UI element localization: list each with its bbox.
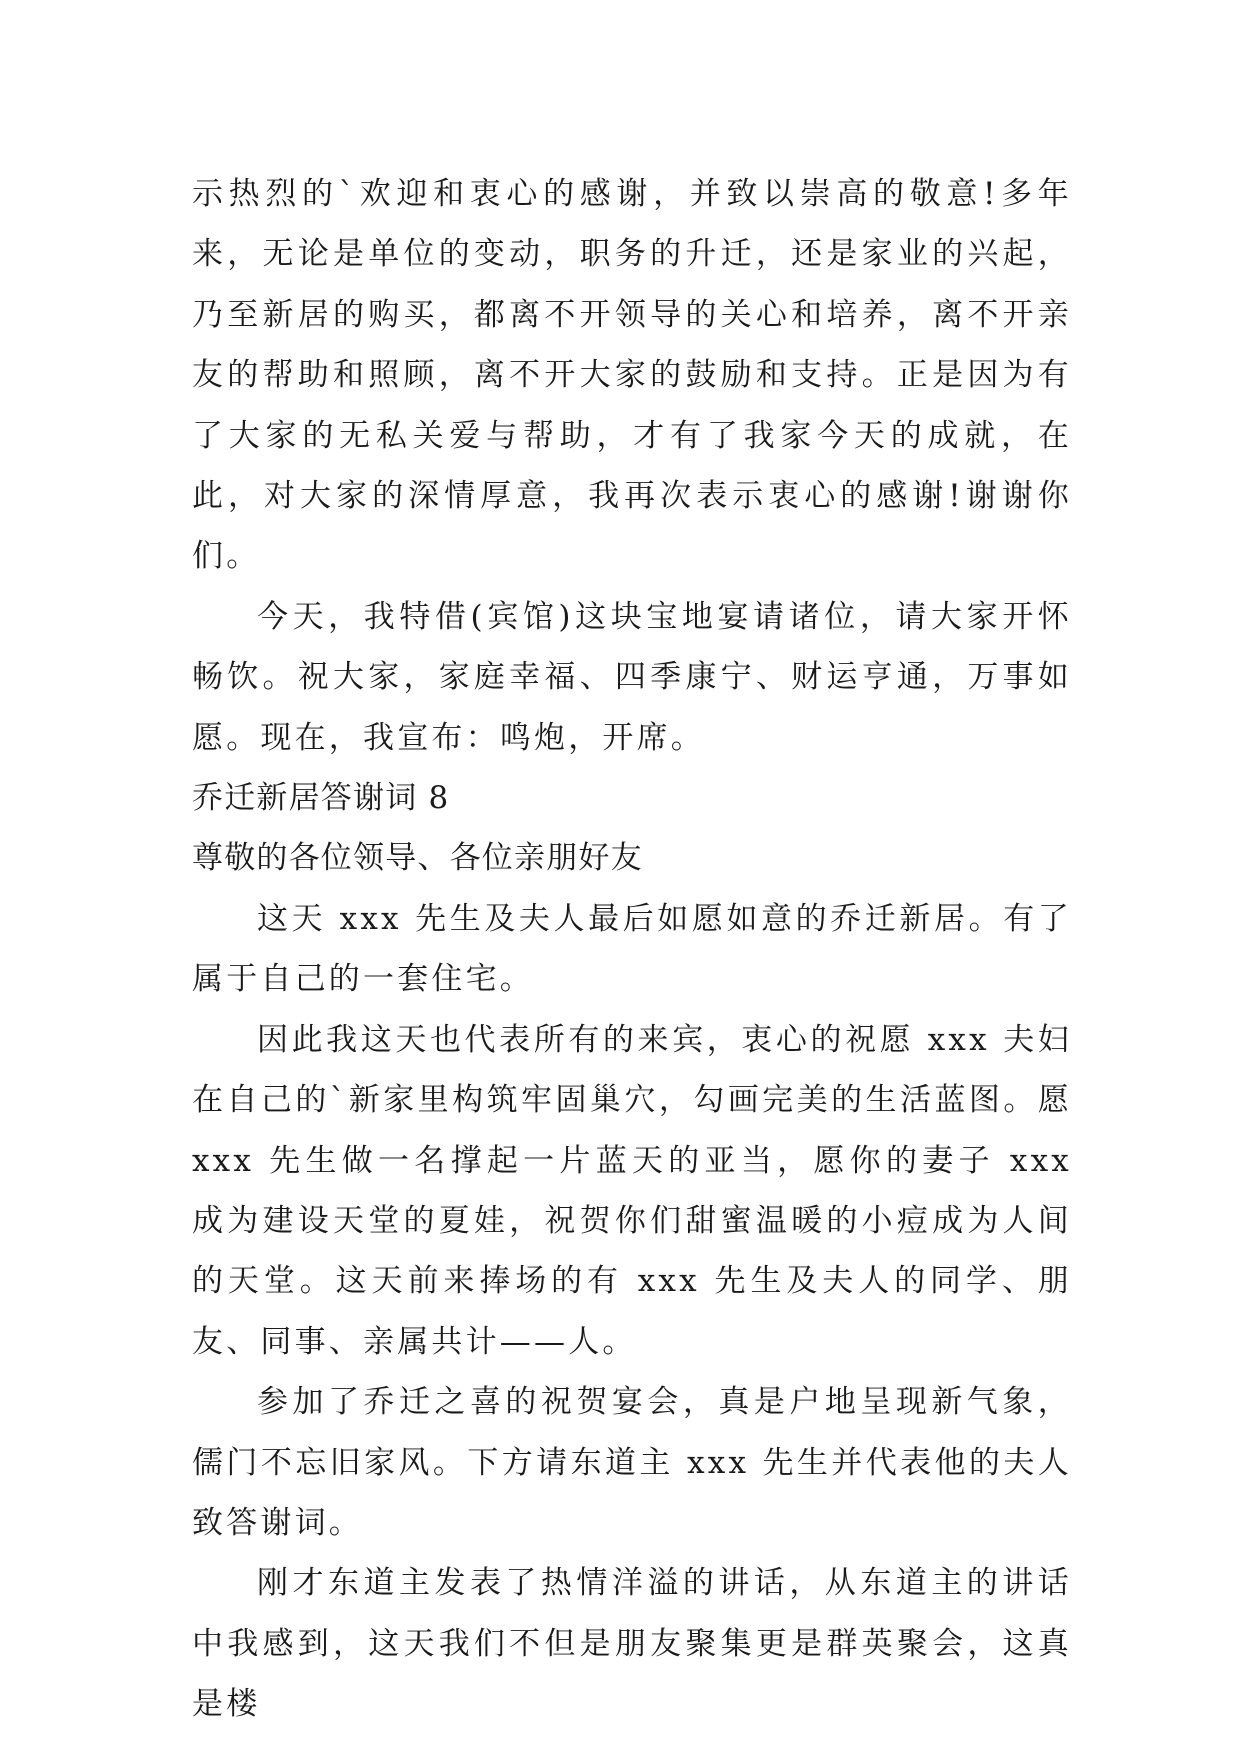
paragraph-host-speech: 刚才东道主发表了热情洋溢的讲话，从东道主的讲话中我感到，这天我们不但是朋友聚集更是群英聚会，这真是楼 (192, 1565, 1072, 1723)
paragraph-banquet: 参加了乔迁之喜的祝贺宴会，真是户地呈现新气象，儒门不忘旧家风。下方请东道主 xxx 先生并代表他的夫人致答谢词。 (192, 1384, 1072, 1541)
document-body (192, 164, 1072, 1735)
paragraph-thanks-continued: 示热烈的`欢迎和衷心的感谢，并致以崇高的敬意!多年来，无论是单位的变动，职务的升迁，还是家业的兴起，乃至新居的购买，都离不开领导的关心和培养，离不开亲友的帮助和照顾，离不开大家的鼓励和支持。正是因为有了大家的无私关爱与帮助，才有了我家今天的成就，在此，对大家的深情厚意，我再次表示衷心的感谢!谢谢你们。 (192, 176, 1072, 575)
paragraph-banquet-invitation: 今天，我特借(宾馆)这块宝地宴请诸位，请大家开怀畅饮。祝大家，家庭幸福、四季康宁、财运亨通，万事如愿。现在，我宣布：鸣炮，开席。 (192, 598, 1072, 756)
salutation: 尊敬的各位领导、各位亲朋好友 (192, 840, 643, 877)
paragraph-blessing: 因此我这天也代表所有的来宾，衷心的祝愿 xxx 夫妇在自己的`新家里构筑牢固巢穴，勾画完美的生活蓝图。愿 xxx 先生做一名撑起一片蓝天的亚当，愿你的妻子 xxx 成为建设天堂的夏娃，祝贺你们甜蜜温暖的小痘成为人间的天堂。这天前来捧场的有 xxx 先生及夫人的同学、朋友、同事、亲属共计——人。 (192, 1021, 1072, 1360)
paragraph-new-home: 这天 xxx 先生及夫人最后如愿如意的乔迁新居。有了属于自己的一套住宅。 (192, 900, 1072, 998)
section-title: 乔迁新居答谢词 8 (192, 780, 450, 817)
